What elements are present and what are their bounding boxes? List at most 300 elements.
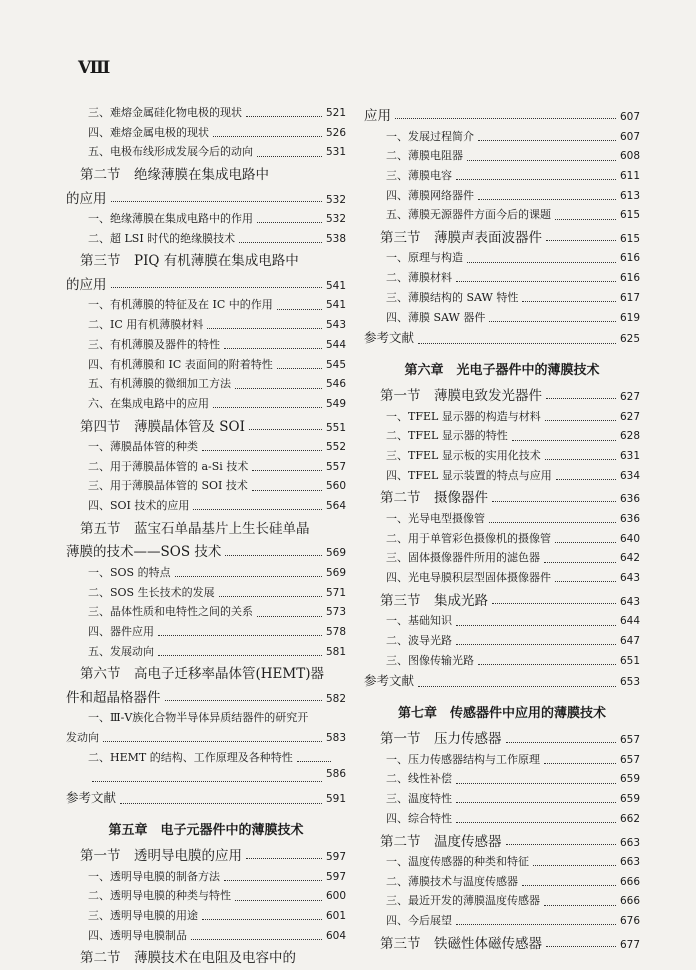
toc-page-number: 611 xyxy=(619,169,640,182)
toc-section xyxy=(66,844,346,868)
toc-subsection xyxy=(66,395,346,415)
toc-page-number: 627 xyxy=(619,410,640,423)
dot-leader xyxy=(555,219,616,220)
dot-leader xyxy=(202,919,322,920)
toc-page-number: 659 xyxy=(619,773,640,786)
toc-entry-title: 参考文献 xyxy=(364,673,415,689)
dot-leader xyxy=(456,924,616,925)
toc-subsection xyxy=(364,912,640,932)
toc-entry-title: 四、TFEL 显示装置的特点与应用 xyxy=(386,468,552,482)
toc-subsection xyxy=(364,147,640,167)
toc-subsection xyxy=(364,289,640,309)
toc-page-number: 532 xyxy=(325,193,346,206)
toc-entry-title: 第一节 薄膜电致发光器件 xyxy=(380,388,542,405)
toc-subsection xyxy=(66,296,346,316)
toc-subsection xyxy=(66,316,346,336)
dot-leader xyxy=(418,343,616,344)
dot-leader xyxy=(467,262,616,263)
dot-leader xyxy=(224,348,322,349)
dot-leader xyxy=(158,655,322,656)
dot-leader xyxy=(492,603,616,604)
toc-page-number: 601 xyxy=(325,909,346,922)
toc-subsection-continued xyxy=(66,729,346,749)
dot-leader xyxy=(257,616,322,617)
dot-leader xyxy=(467,160,616,161)
toc-section xyxy=(364,589,640,613)
toc-page-number: 583 xyxy=(325,731,346,744)
toc-entry-title: 二、透明导电膜的种类与特性 xyxy=(88,889,231,903)
chapter-title: 第五章 电子元器件中的薄膜技术 xyxy=(108,822,304,838)
toc-page-number: 619 xyxy=(619,311,640,324)
toc-entry-title: 的应用 xyxy=(66,190,107,207)
dot-leader xyxy=(213,136,322,137)
toc-entry-title: 四、难熔金属电极的现状 xyxy=(88,125,209,139)
dot-leader xyxy=(297,761,331,762)
toc-entry-title: 一、光导电型摄像管 xyxy=(386,511,485,525)
toc-page-number: 544 xyxy=(325,338,346,351)
dot-leader xyxy=(193,509,322,510)
toc-subsection xyxy=(66,124,346,144)
toc-page-number: 625 xyxy=(619,333,640,346)
dot-leader xyxy=(219,596,322,597)
dot-leader xyxy=(202,450,322,451)
toc-entry-title: 第三节 铁磁性体磁传感器 xyxy=(380,935,542,952)
toc-entry-title: 二、薄膜材料 xyxy=(386,271,452,285)
toc-entry-title: 三、透明导电膜的用途 xyxy=(88,908,198,922)
dot-leader xyxy=(556,479,616,480)
toc-subsection xyxy=(364,249,640,269)
toc-subsection xyxy=(66,438,346,458)
toc-page-number: 651 xyxy=(619,654,640,667)
toc-entry-title: 一、SOS 的特点 xyxy=(88,565,171,579)
toc-entry-title: 第三节 薄膜声表面波器件 xyxy=(380,229,542,246)
dot-leader xyxy=(478,664,616,665)
dot-leader xyxy=(456,644,616,645)
toc-page-number: 543 xyxy=(325,319,346,332)
toc-page-number: 545 xyxy=(325,358,346,371)
toc-entry-title: 四、器件应用 xyxy=(88,624,154,638)
toc-entry-title: 二、TFEL 显示器的特性 xyxy=(386,429,508,443)
toc-entry-title: 二、薄膜电阻器 xyxy=(386,149,463,163)
toc-subsection xyxy=(364,530,640,550)
toc-entry-title: 二、SOS 生长技术的发展 xyxy=(88,585,215,599)
dot-leader xyxy=(246,116,322,117)
toc-page-number: 557 xyxy=(325,460,346,473)
chapter-title: 第七章 传感器件中应用的薄膜技术 xyxy=(397,705,606,721)
dot-leader xyxy=(207,328,322,329)
toc-page-number: 627 xyxy=(619,391,640,404)
chapter-title: 第六章 光电子器件中的薄膜技术 xyxy=(404,362,600,378)
dot-leader xyxy=(522,301,616,302)
toc-subsection xyxy=(364,187,640,207)
toc-entry-title: 四、光电导膜积层型固体摄像器件 xyxy=(386,571,551,584)
toc-page-number: 607 xyxy=(619,111,640,123)
toc-subsection xyxy=(66,336,346,356)
toc-subsection xyxy=(364,632,640,652)
toc-entry-title: 四、SOI 技术的应用 xyxy=(88,499,190,513)
toc-subsection xyxy=(66,375,346,395)
toc-subsection xyxy=(66,497,346,517)
toc-entry-title: 第一节 压力传感器 xyxy=(380,731,502,748)
toc-entry-title: 二、薄膜技术与温度传感器 xyxy=(386,874,518,888)
toc-subsection xyxy=(66,104,346,124)
toc-subsection xyxy=(364,206,640,226)
toc-page-number: 586 xyxy=(325,768,346,781)
toc-entry-title: 三、温度特性 xyxy=(386,792,452,806)
toc-entry-title: 二、IC 用有机薄膜材料 xyxy=(88,318,204,332)
toc-entry-title: 六、在集成电路中的应用 xyxy=(88,396,209,410)
toc-entry-title: 一、压力传感器结构与工作原理 xyxy=(386,752,540,766)
toc-entry-title: 一、有机薄膜的特征及在 IC 中的作用 xyxy=(88,298,273,312)
dot-leader xyxy=(235,900,322,901)
dot-leader xyxy=(456,802,616,803)
toc-subsection xyxy=(364,810,640,830)
dot-leader xyxy=(225,555,322,556)
toc-entry-title: 一、薄膜晶体管的种类 xyxy=(88,440,198,454)
toc-subsection xyxy=(364,408,640,428)
toc-subsection xyxy=(66,868,346,888)
dot-leader xyxy=(492,501,616,502)
toc-subsection xyxy=(66,768,346,788)
toc-section xyxy=(66,946,346,970)
toc-subsection xyxy=(364,612,640,632)
toc-page-number: 538 xyxy=(325,232,346,245)
dot-leader xyxy=(277,309,322,310)
toc-page-number: 541 xyxy=(325,299,346,312)
toc-page-number: 600 xyxy=(325,890,346,903)
toc-entry-title: 第一节 透明导电膜的应用 xyxy=(80,848,242,864)
toc-entry-title: 参考文献 xyxy=(66,790,117,805)
toc-page-number: 659 xyxy=(619,793,640,806)
toc-entry-title: 二、HEMT 的结构、工作原理及各种特性 xyxy=(88,750,293,764)
toc-subsection xyxy=(364,427,640,447)
toc-page-number: 640 xyxy=(619,532,640,545)
toc-entry-title: 件和超晶格器件 xyxy=(66,689,161,706)
toc-subsection xyxy=(66,458,346,478)
toc-page-number: 569 xyxy=(325,566,346,579)
toc-page-number: 657 xyxy=(619,753,640,766)
toc-page-number: 551 xyxy=(325,421,346,434)
dot-leader xyxy=(546,946,616,947)
toc-page-number: 615 xyxy=(619,209,640,222)
toc-subsection xyxy=(364,549,640,569)
dot-leader xyxy=(257,222,322,223)
toc-page-number: 615 xyxy=(619,232,640,245)
toc-entry-title: 三、TFEL 显示板的实用化技术 xyxy=(386,449,541,463)
toc-page-number: 644 xyxy=(619,615,640,628)
dot-leader xyxy=(456,783,616,784)
dot-leader xyxy=(191,939,322,940)
toc-subsection xyxy=(66,210,346,230)
toc-subsection xyxy=(66,643,346,663)
page-number: Ⅷ xyxy=(78,58,112,78)
toc-subsection xyxy=(364,790,640,810)
toc-entry-title: 三、薄膜结构的 SAW 特性 xyxy=(386,290,519,304)
toc-entry-title: 一、原理与构造 xyxy=(386,251,463,265)
chapter-heading xyxy=(66,812,346,844)
dot-leader xyxy=(395,118,616,119)
toc-entry-title: 三、图像传输光路 xyxy=(386,653,474,667)
dot-leader xyxy=(277,368,322,369)
dot-leader xyxy=(165,700,322,701)
toc-subsection xyxy=(364,751,640,771)
toc-page-number: 666 xyxy=(619,895,640,908)
toc-entry-title: 四、综合特性 xyxy=(386,811,452,825)
toc-section xyxy=(66,163,346,187)
toc-entry-title: 三、最近开发的薄膜温度传感器 xyxy=(386,894,540,908)
toc-entry-title: 二、用于单管彩色摄像机的摄像管 xyxy=(386,531,551,545)
dot-leader xyxy=(544,763,616,764)
toc-entry-title: 三、用于薄膜晶体管的 SOI 技术 xyxy=(88,479,248,493)
toc-subsection xyxy=(364,652,640,672)
dot-leader xyxy=(120,803,322,804)
toc-subsection xyxy=(364,510,640,530)
toc-entry-title: 一、绝缘薄膜在集成电路中的作用 xyxy=(88,212,253,226)
dot-leader xyxy=(175,576,322,577)
toc-entry-title: 的应用 xyxy=(66,276,107,293)
toc-entry-title: 第二节 绝缘薄膜在集成电路中 xyxy=(80,167,269,184)
toc-page-number: 643 xyxy=(619,572,640,584)
toc-subsection xyxy=(66,477,346,497)
toc-subsection xyxy=(364,447,640,467)
toc-page-number: 569 xyxy=(325,547,346,560)
toc-entry-title: 一、Ⅲ-Ⅴ族化合物半导体异质结器件的研究开 xyxy=(88,711,309,725)
toc-subsection xyxy=(66,356,346,376)
toc-subsection xyxy=(66,603,346,623)
toc-page-number: 636 xyxy=(619,493,640,506)
dot-leader xyxy=(545,459,616,460)
toc-entry-title: 四、透明导电膜制品 xyxy=(88,928,187,942)
toc-page-number: 666 xyxy=(619,875,640,888)
toc-entry-title: 一、发展过程简介 xyxy=(386,129,474,143)
dot-leader xyxy=(456,179,616,180)
toc-subsection xyxy=(66,749,346,769)
toc-page-number: 616 xyxy=(619,272,640,285)
toc-entry-title: 三、薄膜电容 xyxy=(386,168,452,182)
toc-subsection xyxy=(364,569,640,589)
toc-entry-title: 第三节 集成光路 xyxy=(380,592,488,609)
toc-entry-title: 一、TFEL 显示器的构造与材料 xyxy=(386,409,541,423)
toc-page-number: 549 xyxy=(325,397,346,410)
toc-page-number: 608 xyxy=(619,150,640,163)
toc-page-number: 532 xyxy=(325,213,346,226)
dot-leader xyxy=(456,625,616,626)
toc-entry-title: 第二节 温度传感器 xyxy=(380,833,502,850)
toc-entry-title: 参考文献 xyxy=(364,330,415,346)
toc-page-number: 677 xyxy=(619,938,640,951)
toc-section-continued xyxy=(364,104,640,128)
toc-page-number: 597 xyxy=(325,851,346,863)
toc-entry-title: 第二节 薄膜技术在电阻及电容中的 xyxy=(80,950,296,967)
toc-section xyxy=(66,249,346,273)
dot-leader xyxy=(246,858,322,859)
toc-subsection xyxy=(66,907,346,927)
toc-page-number: 607 xyxy=(619,130,640,143)
dot-leader xyxy=(555,542,616,543)
dot-leader xyxy=(456,281,616,282)
toc-entry-title: 三、有机薄膜及器件的特性 xyxy=(88,337,220,351)
toc-page-number: 636 xyxy=(619,512,640,525)
toc-page-number: 578 xyxy=(325,625,346,638)
toc-page-number: 581 xyxy=(325,645,346,658)
toc-references xyxy=(66,788,346,812)
toc-subsection xyxy=(66,623,346,643)
toc-entry-title: 五、发展动向 xyxy=(88,644,154,658)
toc-subsection xyxy=(66,143,346,163)
dot-leader xyxy=(478,140,616,141)
toc-entry-title: 三、晶体性质和电特性之间的关系 xyxy=(88,605,253,619)
toc-entry-title: 一、温度传感器的种类和特征 xyxy=(386,855,529,868)
toc-entry-title: 第四节 薄膜晶体管及 SOI xyxy=(80,418,245,435)
toc-page-number: 541 xyxy=(325,279,346,292)
toc-entry-title: 发动向 xyxy=(66,730,99,744)
dot-leader xyxy=(257,156,322,157)
dot-leader xyxy=(418,686,616,687)
toc-section xyxy=(364,830,640,854)
toc-references xyxy=(364,671,640,695)
toc-references xyxy=(364,328,640,352)
toc-subsection xyxy=(364,269,640,289)
toc-left-column xyxy=(66,104,346,970)
dot-leader xyxy=(103,741,322,742)
toc-entry-title: 三、固体摄像器件所用的滤色器 xyxy=(386,551,540,565)
chapter-heading xyxy=(364,695,640,727)
toc-page-number: 657 xyxy=(619,734,640,747)
toc-section xyxy=(364,384,640,408)
toc-page-number: 526 xyxy=(325,126,346,139)
toc-subsection xyxy=(364,892,640,912)
toc-section xyxy=(364,486,640,510)
dot-leader xyxy=(544,905,616,906)
toc-page-number: 628 xyxy=(619,430,640,443)
toc-page-number: 663 xyxy=(619,836,640,849)
toc-entry-title: 二、用于薄膜晶体管的 a-Si 技术 xyxy=(88,459,249,473)
toc-page-number: 597 xyxy=(325,870,346,883)
dot-leader xyxy=(252,470,322,471)
toc-entry-title: 四、有机薄膜和 IC 表面间的附着特性 xyxy=(88,357,273,371)
toc-right-column xyxy=(364,104,640,955)
dot-leader xyxy=(522,885,616,886)
toc-section xyxy=(364,932,640,956)
toc-section xyxy=(364,226,640,250)
toc-page-number: 582 xyxy=(325,692,346,705)
dot-leader xyxy=(235,388,322,389)
toc-subsection xyxy=(66,584,346,604)
dot-leader xyxy=(506,844,616,845)
toc-page-number: 653 xyxy=(619,676,640,689)
toc-entry-title: 二、超 LSI 时代的绝缘膜技术 xyxy=(88,231,236,245)
toc-subsection xyxy=(364,873,640,893)
toc-section xyxy=(364,727,640,751)
toc-page-number: 642 xyxy=(619,552,640,565)
dot-leader xyxy=(213,407,322,408)
dot-leader xyxy=(506,742,616,743)
toc-page-number: 552 xyxy=(325,441,346,454)
toc-section-continued xyxy=(66,187,346,211)
dot-leader xyxy=(111,201,322,202)
toc-subsection xyxy=(364,853,640,873)
toc-page-number: 676 xyxy=(619,915,640,928)
toc-entry-title: 一、基础知识 xyxy=(386,614,452,628)
toc-page-number: 521 xyxy=(325,107,346,119)
chapter-heading xyxy=(364,352,640,384)
toc-page-number: 531 xyxy=(325,146,346,159)
toc-page-number: 631 xyxy=(619,450,640,463)
dot-leader xyxy=(252,490,322,491)
toc-page-number: 634 xyxy=(619,469,640,482)
toc-page-number: 560 xyxy=(325,480,346,493)
dot-leader xyxy=(546,240,616,241)
toc-entry-title: 第二节 摄像器件 xyxy=(380,490,488,507)
dot-leader xyxy=(544,562,616,563)
dot-leader xyxy=(456,822,616,823)
toc-subsection xyxy=(66,927,346,947)
toc-entry-title: 五、有机薄膜的微细加工方法 xyxy=(88,377,231,391)
toc-entry-title: 二、波导光路 xyxy=(386,633,452,647)
toc-page-number: 647 xyxy=(619,634,640,647)
toc-page-number: 663 xyxy=(619,856,640,868)
toc-section xyxy=(66,415,346,439)
dot-leader xyxy=(545,420,616,421)
dot-leader xyxy=(478,199,616,200)
toc-entry-title: 第六节 高电子迁移率晶体管(HEMT)器 xyxy=(80,666,324,683)
dot-leader xyxy=(239,242,322,243)
dot-leader xyxy=(512,440,616,441)
dot-leader xyxy=(158,635,322,636)
toc-entry-title: 第三节 PIQ 有机薄膜在集成电路中 xyxy=(80,253,299,270)
dot-leader xyxy=(489,321,616,322)
dot-leader xyxy=(555,581,616,582)
dot-leader xyxy=(546,398,616,399)
toc-entry-title: 三、难熔金属硅化物电极的现状 xyxy=(88,106,242,119)
toc-page-number: 573 xyxy=(325,606,346,619)
toc-subsection xyxy=(364,309,640,329)
toc-page-number: 643 xyxy=(619,595,640,608)
toc-subsection xyxy=(364,167,640,187)
toc-entry-title: 薄膜的技术——SOS 技术 xyxy=(66,544,222,561)
toc-page-number: 617 xyxy=(619,291,640,304)
dot-leader xyxy=(489,522,616,523)
toc-subsection xyxy=(364,770,640,790)
toc-subsection xyxy=(364,467,640,487)
dot-leader xyxy=(249,429,322,430)
toc-entry-title: 四、薄膜 SAW 器件 xyxy=(386,310,486,324)
toc-section-continued xyxy=(66,273,346,297)
toc-subsection xyxy=(66,230,346,250)
toc-section xyxy=(66,517,346,541)
toc-entry-title: 一、透明导电膜的制备方法 xyxy=(88,869,220,883)
toc-page-number: 616 xyxy=(619,252,640,265)
toc-entry-title: 应用 xyxy=(364,108,391,124)
toc-section-continued xyxy=(66,540,346,564)
toc-page-number: 571 xyxy=(325,586,346,599)
toc-entry-title: 第五节 蓝宝石单晶基片上生长硅单晶 xyxy=(80,520,310,537)
toc-page-number: 604 xyxy=(325,929,346,942)
toc-section xyxy=(66,662,346,686)
toc-entry-title: 五、电极布线形成发展今后的动向 xyxy=(88,145,253,159)
toc-entry-title: 四、今后展望 xyxy=(386,914,452,928)
toc-entry-title: 二、线性补偿 xyxy=(386,772,452,786)
toc-entry-title: 五、薄膜无源器件方面今后的课题 xyxy=(386,208,551,222)
toc-page-number: 546 xyxy=(325,378,346,391)
dot-leader xyxy=(224,880,322,881)
toc-subsection xyxy=(66,709,346,729)
toc-subsection xyxy=(364,128,640,148)
dot-leader xyxy=(533,865,616,866)
toc-section-continued xyxy=(66,686,346,710)
toc-page-number: 591 xyxy=(325,793,346,805)
toc-page-number: 564 xyxy=(325,500,346,513)
